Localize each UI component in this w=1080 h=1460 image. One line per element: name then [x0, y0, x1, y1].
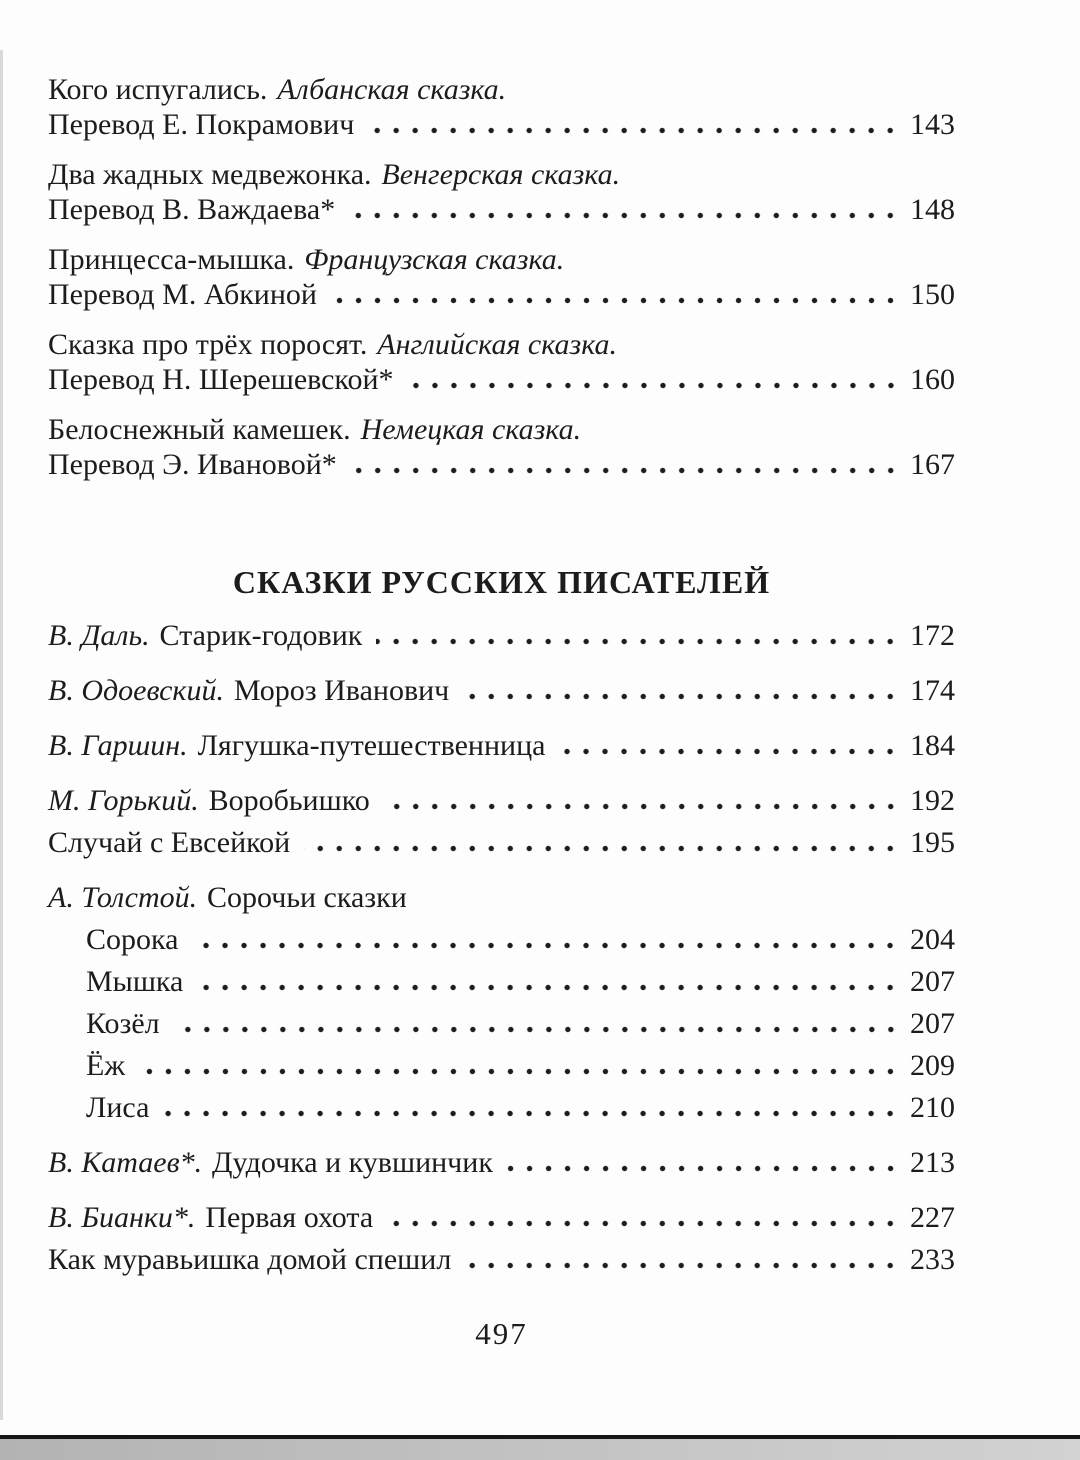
story-title: Мороз Иванович [233, 674, 450, 707]
translator-line [48, 362, 955, 397]
dot-leader [387, 1220, 900, 1227]
story-title: Лягушка-путешественница [197, 729, 546, 762]
toc-row [48, 615, 955, 657]
page-ref: 213 [910, 1146, 955, 1179]
toc-row [48, 780, 955, 822]
page-ref: 150 [910, 278, 955, 311]
page-ref: 233 [910, 1243, 955, 1276]
translator-line [48, 192, 955, 227]
toc-row [48, 670, 955, 712]
story-title: Дудочка и кувшинчик [212, 1146, 493, 1179]
translator-credit: Перевод Н. Шерешевской* [48, 363, 394, 396]
translator-credit: Перевод Е. Покрамович [48, 108, 355, 141]
dot-leader [174, 1026, 900, 1033]
author-name: В. Гаршин. [48, 729, 188, 762]
page-ref: 207 [910, 965, 955, 998]
dot-leader [463, 693, 900, 700]
translator-credit: Перевод Э. Ивановой* [48, 448, 337, 481]
translator-line [48, 447, 955, 482]
author-name: А. Толстой. [48, 881, 198, 914]
page-ref: 167 [910, 448, 955, 481]
toc-row [48, 877, 955, 919]
story-title: Сказка про трёх поросят. [48, 328, 368, 361]
story-origin: Венгерская сказка. [381, 158, 621, 191]
toc-row [48, 919, 955, 961]
story-title: Кого испугались. [48, 73, 268, 106]
dot-leader [368, 127, 900, 134]
toc-row [48, 1197, 955, 1239]
toc-row [48, 725, 955, 767]
scan-edge-left [0, 50, 3, 1420]
story-title: Ёж [86, 1049, 126, 1082]
title-line [48, 157, 955, 192]
story-title: Мышка [86, 965, 184, 998]
author-name: В. Одоевский. [48, 674, 224, 707]
story-title: Лиса [86, 1091, 150, 1124]
toc-entry [48, 242, 955, 312]
story-title: Белоснежный камешек. [48, 413, 351, 446]
authors-toc [48, 615, 955, 1281]
title-line [48, 412, 955, 447]
title-line [48, 72, 955, 107]
story-title: Сорочьи сказки [207, 881, 407, 914]
dot-leader [351, 467, 900, 474]
toc-entry [48, 412, 955, 482]
toc-row [48, 1087, 955, 1129]
story-title: Случай с Евсейкой [48, 826, 291, 859]
dot-leader [408, 382, 900, 389]
dot-leader [349, 212, 900, 219]
toc-row [48, 961, 955, 1003]
page-ref: 209 [910, 1049, 955, 1082]
dot-leader [304, 845, 900, 852]
story-title: Козёл [86, 1007, 160, 1040]
author-name: В. Даль. [48, 619, 150, 652]
dot-leader [197, 984, 900, 991]
page-ref: 148 [910, 193, 955, 226]
author-name: В. Бианки*. [48, 1201, 196, 1234]
toc-row [48, 1045, 955, 1087]
translator-line [48, 107, 955, 142]
dot-leader [139, 1068, 900, 1075]
story-title: Старик-годовик [159, 619, 363, 652]
translator-credit: Перевод М. Абкиной [48, 278, 317, 311]
section-heading: СКАЗКИ РУССКИХ ПИСАТЕЛЕЙ [232, 564, 771, 600]
toc-row [48, 1003, 955, 1045]
story-title: Принцесса-мышка. [48, 243, 295, 276]
table-of-contents [48, 72, 955, 1281]
page-ref: 210 [910, 1091, 955, 1124]
toc-entry [48, 327, 955, 397]
dot-leader [376, 638, 900, 645]
dot-leader [331, 297, 900, 304]
dot-leader [384, 803, 900, 810]
story-title: Два жадных медвежонка. [48, 158, 372, 191]
page-ref: 160 [910, 363, 955, 396]
toc-row [48, 822, 955, 864]
dot-leader [465, 1262, 900, 1269]
toc-entry [48, 72, 955, 142]
dot-leader [192, 942, 900, 949]
page-ref: 192 [910, 784, 955, 817]
author-name: В. Катаев*. [48, 1146, 203, 1179]
dot-leader [163, 1110, 900, 1117]
page-ref: 174 [910, 674, 955, 707]
page-ref: 227 [910, 1201, 955, 1234]
story-origin: Английская сказка. [377, 328, 617, 361]
dot-leader [507, 1165, 900, 1172]
page-ref: 143 [910, 108, 955, 141]
toc-row [48, 1239, 955, 1281]
page-ref: 172 [910, 619, 955, 652]
translator-line [48, 277, 955, 312]
story-origin: Немецкая сказка. [360, 413, 582, 446]
author-name: М. Горький. [48, 784, 199, 817]
folio-page-number: 497 [475, 1316, 528, 1351]
story-title: Первая охота [205, 1201, 374, 1234]
story-title: Воробьишко [208, 784, 370, 817]
story-title: Как муравьишка домой спешил [48, 1243, 452, 1276]
page-ref: 184 [910, 729, 955, 762]
page-ref: 204 [910, 923, 955, 956]
page-ref: 207 [910, 1007, 955, 1040]
story-origin: Французская сказка. [304, 243, 565, 276]
title-line [48, 327, 955, 362]
scan-edge-bottom [0, 1435, 1080, 1460]
title-line [48, 242, 955, 277]
story-origin: Албанская сказка. [277, 73, 507, 106]
page-ref: 195 [910, 826, 955, 859]
translator-credit: Перевод В. Важдаева* [48, 193, 336, 226]
dot-leader [559, 748, 900, 755]
toc-entry [48, 157, 955, 227]
story-title: Сорока [86, 923, 179, 956]
toc-row [48, 1142, 955, 1184]
